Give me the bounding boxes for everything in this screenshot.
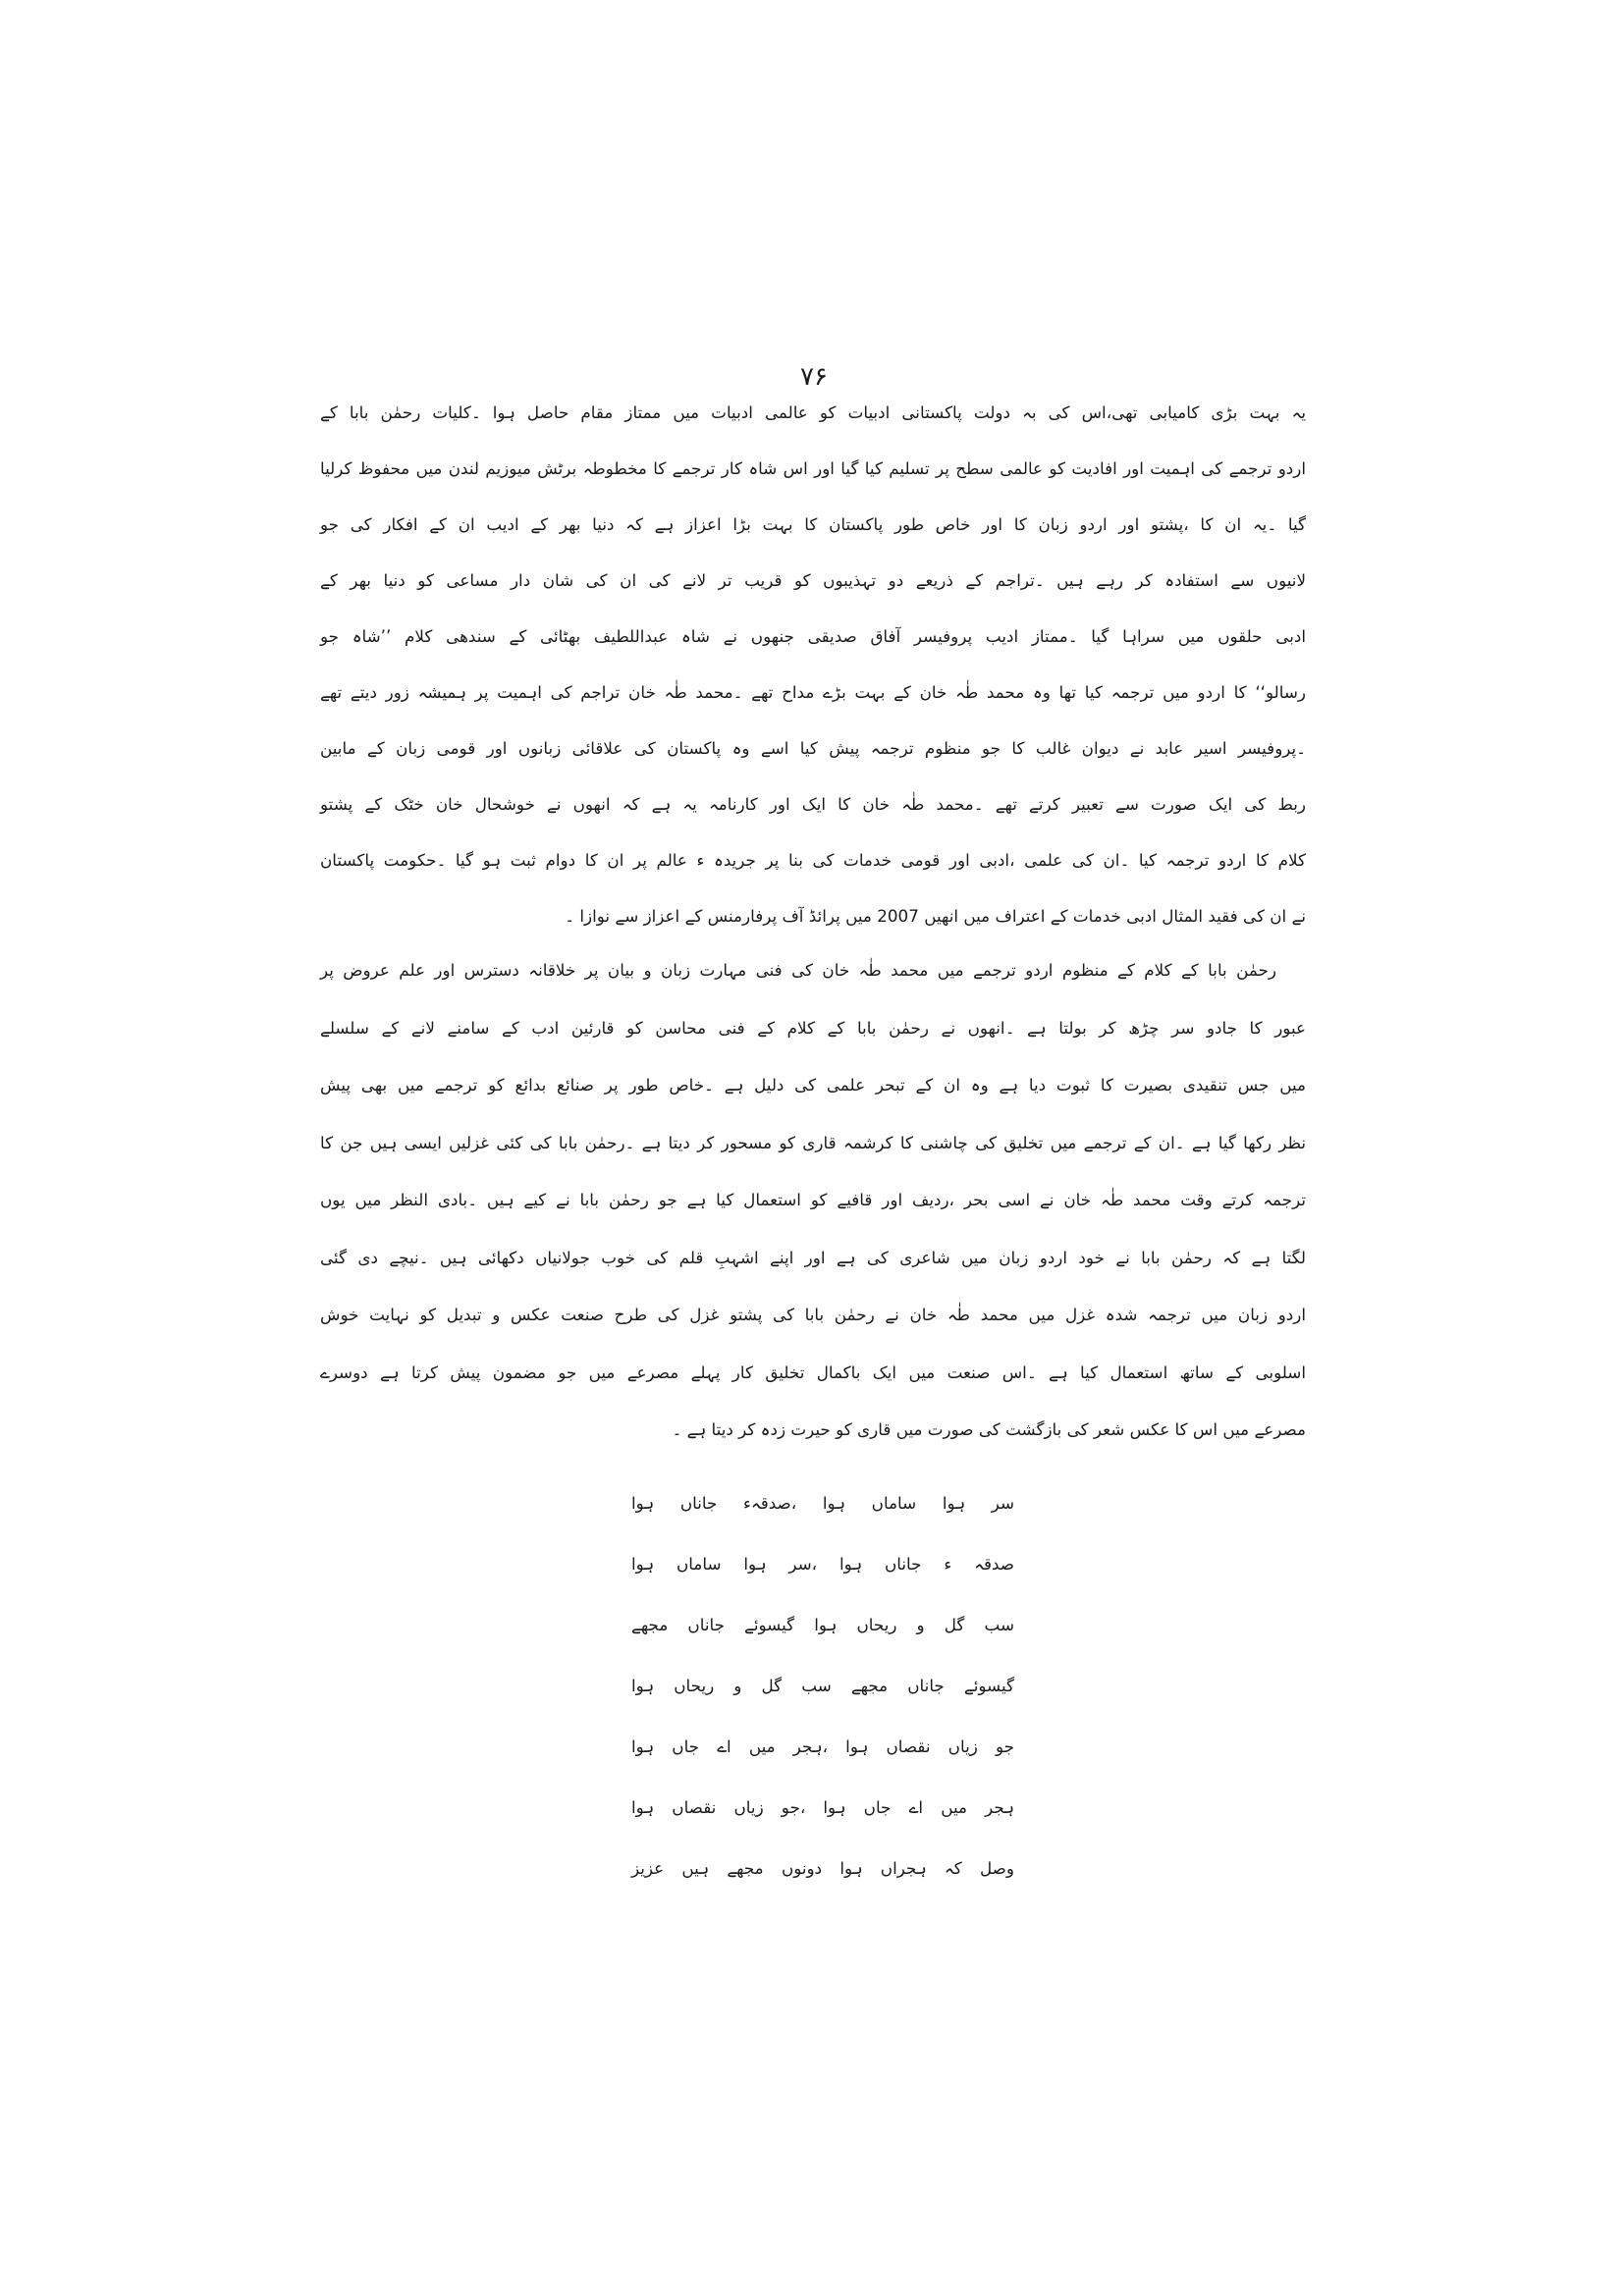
text-line: ربط کی ایک صورت سے تعبیر کرتے تھے ۔محمد طٰہ خان کا ایک اور کارنامہ یہ ہے کہ انھوں نے خوشحال خان خٹک کے پشتو [320,794,1306,814]
text-line: یہ بہت بڑی کامیابی تھی،اس کی بہ دولت پاکستانی ادبیات کو عالمی ادبیات میں ممتاز مقام حاصل ہوا ۔کلیات رحمٰن بابا کے [320,402,1306,422]
verse-line: وصل کہ ہجراں ہوا دونوں مجھے ہیں عزیز [631,1858,1014,1878]
text-line: رسالو‘‘ کا اردو میں ترجمہ کیا تھا وہ محمد طٰہ خان کے بہت بڑے مداح تھے ۔محمد طٰہ خان تراجم کی اہمیت پر ہمیشہ زور دیتے تھے [320,682,1306,702]
text-line: عبور کا جادو سر چڑھ کر بولتا ہے ۔انھوں نے رحمٰن بابا کے کلام کے فنی محاسن کو قارئین ادب کے سامنے لانے کے سلسلے [320,1017,1306,1038]
text-line: اردو زبان میں ترجمہ شدہ غزل میں محمد طٰہ خان نے رحمٰن بابا کی پشتو غزل کی طرح صنعت عکس و تبدیل کو نہایت خوش [320,1305,1306,1324]
text-line: اردو ترجمے کی اہمیت اور افادیت کو عالمی سطح پر تسلیم کیا گیا اور اس شاہ کار ترجمے کا مخطوطہ برٹش میوزیم لندن میں محفوظ کرلیا [320,458,1306,478]
verse-line: سر ہوا ساماں ہوا ،صدقہء جاناں ہوا [631,1493,1014,1513]
text-line: رحمٰن بابا کے کلام کے منظوم اردو ترجمے میں محمد طٰہ خان کی فنی مہارت زبان و بیان پر خلاقانہ دسترس اور علم عروض پر [320,960,1276,980]
text-line: نے ان کی فقید المثال ادبی خدمات کے اعتراف میں انھیں 2007 میں پرائڈ آف پرفارمنس کے اعزاز سے نوازا ۔ [565,906,1306,926]
verse-line: صدقہ ء جاناں ہوا ،سر ہوا ساماں ہوا [631,1554,1014,1574]
text-line: ترجمہ کرتے وقت محمد طٰہ خان نے اسی بحر ،ردیف اور قافیے کو استعمال کیا ہے جو رحمٰن بابا نے کیے ہیں ۔بادی النظر میں یوں [320,1190,1306,1209]
poem-block [631,1472,1014,1898]
text-line: اسلوبی کے ساتھ استعمال کیا ہے ۔اس صنعت میں ایک باکمال تخلیق کار پہلے مصرعے میں جو مضمون پیش کرتا ہے دوسرے [320,1362,1306,1382]
text-line: ۔پروفیسر اسیر عابد نے دیوان غالب کا جو منظوم ترجمہ پیش کیا اسے وہ پاکستان کی علاقائی زبانوں اور قومی زبان کے مابین [320,738,1306,758]
verse-line: سب گل و ریحاں ہوا گیسوئے جاناں مجھے [631,1615,1014,1634]
paragraph-1 [320,385,1306,944]
text-line: لگتا ہے کہ رحمٰن بابا نے خود اردو زبان میں شاعری کی ہے اور اپنے اشہبِ قلم کی خوب جولانیاں دکھائی ہیں ۔نیچے دی گئی [320,1247,1306,1267]
text-line: لانیوں سے استفادہ کر رہے ہیں ۔تراجم کے ذریعے دو تہذیبوں کو قریب تر لانے کی ان کی شان دار مساعی کو دنیا بھر کے [320,570,1306,590]
text-line: میں جس تنقیدی بصیرت کا ثبوت دیا ہے وہ ان کے تبحر علمی کی دلیل ہے ۔خاص طور پر صنائع بدائع کو ترجمے میں بھی پیش [320,1075,1306,1095]
text-line: مصرعے میں اس کا عکس شعر کی بازگشت کی صورت میں قاری کو حیرت زدہ کر دیتا ہے ۔ [672,1419,1306,1439]
text-line: ادبی حلقوں میں سراہا گیا ۔ممتاز ادیب پروفیسر آفاق صدیقی جنھوں نے شاہ عبداللطیف بھٹائی کے سندھی کلام ’’شاہ جو [320,626,1306,646]
verse-line: جو زیاں نقصاں ہوا ،ہجر میں اے جاں ہوا [631,1736,1014,1756]
text-line: کلام کا اردو ترجمہ کیا ۔ان کی علمی ،ادبی اور قومی خدمات کی بنا پر جریدہ ء عالم پر ان کا دوام ثبت ہو گیا ۔حکومت پاکستان [320,850,1306,870]
page-number: ۷۶ [800,362,828,392]
verse-line: گیسوئے جاناں مجھے سب گل و ریحاں ہوا [631,1676,1014,1695]
text-line: نظر رکھا گیا ہے ۔ان کے ترجمے میں تخلیق کی چاشنی کا کرشمہ قاری کو مسحور کر دیتا ہے ۔رحمٰن بابا کی کئی غزلیں ایسی ہیں جن کا [320,1132,1306,1152]
text-line: گیا ۔یہ ان کا ،پشتو اور اردو زبان کا اور خاص طور پاکستان کا بہت بڑا اعزاز ہے کہ دنیا بھر کے ادیب ان کے افکار کی جو [320,514,1306,534]
paragraph-2 [320,941,1306,1459]
verse-line: ہجر میں اے جاں ہوا ،جو زیاں نقصاں ہوا [631,1797,1014,1817]
